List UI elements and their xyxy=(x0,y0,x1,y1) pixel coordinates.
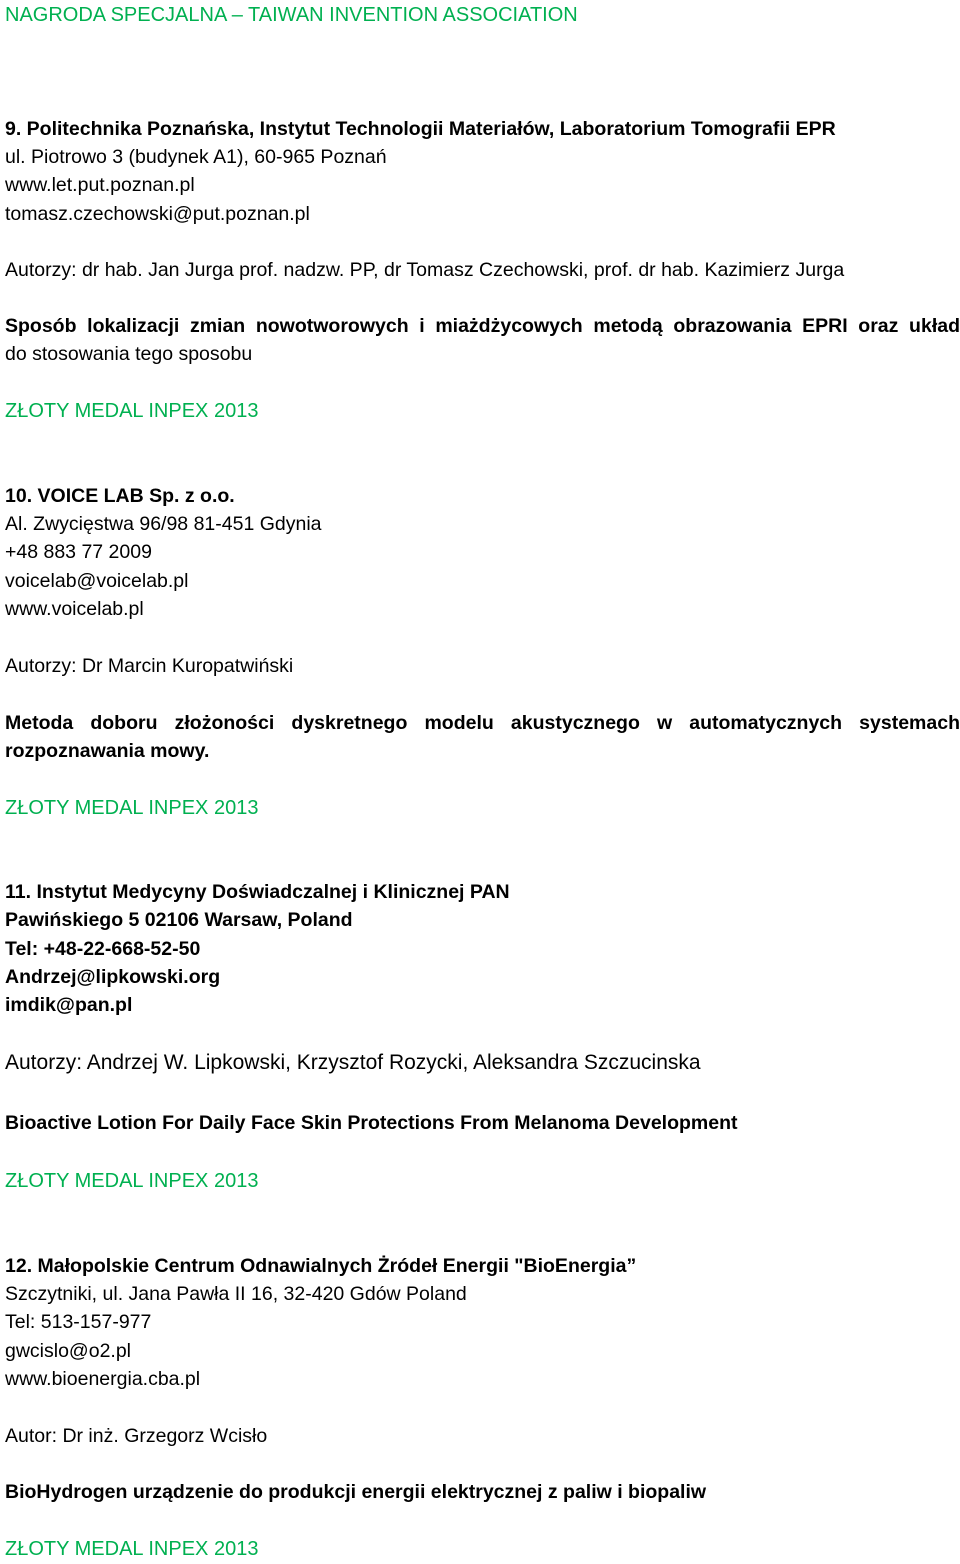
entry-heading: 9. Politechnika Poznańska, Instytut Technologii Materiałów, Laboratorium Tomografii EPR xyxy=(5,118,836,140)
entry-invention: BioHydrogen urządzenie do produkcji energii elektrycznej z paliw i biopaliw xyxy=(5,1481,707,1503)
entry-authors: Autorzy: Dr Marcin Kuropatwiński xyxy=(5,655,294,677)
entry-invention-line2: do stosowania tego sposobu xyxy=(5,343,253,365)
entry-address: ul. Piotrowo 3 (budynek A1), 60-965 Poznań xyxy=(5,146,387,168)
entry-heading: 10. VOICE LAB Sp. z o.o. xyxy=(5,485,235,507)
entry-address: Al. Zwycięstwa 96/98 81-451 Gdynia xyxy=(5,513,322,535)
entry-website[interactable]: www.let.put.poznan.pl xyxy=(5,174,195,196)
entry-phone: Tel: 513-157-977 xyxy=(5,1311,152,1333)
entry-invention: Bioactive Lotion For Daily Face Skin Protections From Melanoma Development xyxy=(5,1112,738,1134)
entry-invention-line1: Metoda doboru złożoności dyskretnego modelu akustycznego w automatycznych systemach xyxy=(5,712,960,734)
entry-heading: 12. Małopolskie Centrum Odnawialnych Żródeł Energii "BioEnergia” xyxy=(5,1255,637,1277)
entry-website[interactable]: www.bioenergia.cba.pl xyxy=(5,1368,201,1390)
entry-phone: +48 883 77 2009 xyxy=(5,541,152,563)
entry-address: Szczytniki, ul. Jana Pawła II 16, 32-420 Gdów Poland xyxy=(5,1283,467,1305)
entry-website[interactable]: www.voicelab.pl xyxy=(5,598,144,620)
entry-authors: Autorzy: Andrzej W. Lipkowski, Krzysztof Rozycki, Aleksandra Szczucinska xyxy=(5,1051,701,1074)
entry-email[interactable]: Andrzej@lipkowski.org xyxy=(5,966,221,988)
section-title: NAGRODA SPECJALNA – TAIWAN INVENTION ASSOCIATION xyxy=(5,4,578,26)
entry-award: ZŁOTY MEDAL INPEX 2013 xyxy=(5,797,259,819)
entry-invention-line1: Sposób lokalizacji zmian nowotworowych i miażdżycowych metodą obrazowania EPRI oraz układ xyxy=(5,315,960,337)
entry-heading: 11. Instytut Medycyny Doświadczalnej i Klinicznej PAN xyxy=(5,881,510,903)
entry-email[interactable]: gwcislo@o2.pl xyxy=(5,1340,132,1362)
entry-address: Pawińskiego 5 02106 Warsaw, Poland xyxy=(5,909,353,931)
entry-award: ZŁOTY MEDAL INPEX 2013 xyxy=(5,1170,259,1192)
entry-authors: Autor: Dr inż. Grzegorz Wcisło xyxy=(5,1425,268,1447)
entry-email[interactable]: tomasz.czechowski@put.poznan.pl xyxy=(5,203,310,225)
entry-award: ZŁOTY MEDAL INPEX 2013 xyxy=(5,1538,259,1560)
entry-award: ZŁOTY MEDAL INPEX 2013 xyxy=(5,400,259,422)
entry-email-secondary[interactable]: imdik@pan.pl xyxy=(5,994,133,1016)
entry-authors: Autorzy: dr hab. Jan Jurga prof. nadzw. PP, dr Tomasz Czechowski, prof. dr hab. Kazimierz Jurga xyxy=(5,259,845,281)
entry-phone: Tel: +48-22-668-52-50 xyxy=(5,938,201,960)
entry-invention-line2: rozpoznawania mowy. xyxy=(5,740,210,762)
entry-email[interactable]: voicelab@voicelab.pl xyxy=(5,570,189,592)
